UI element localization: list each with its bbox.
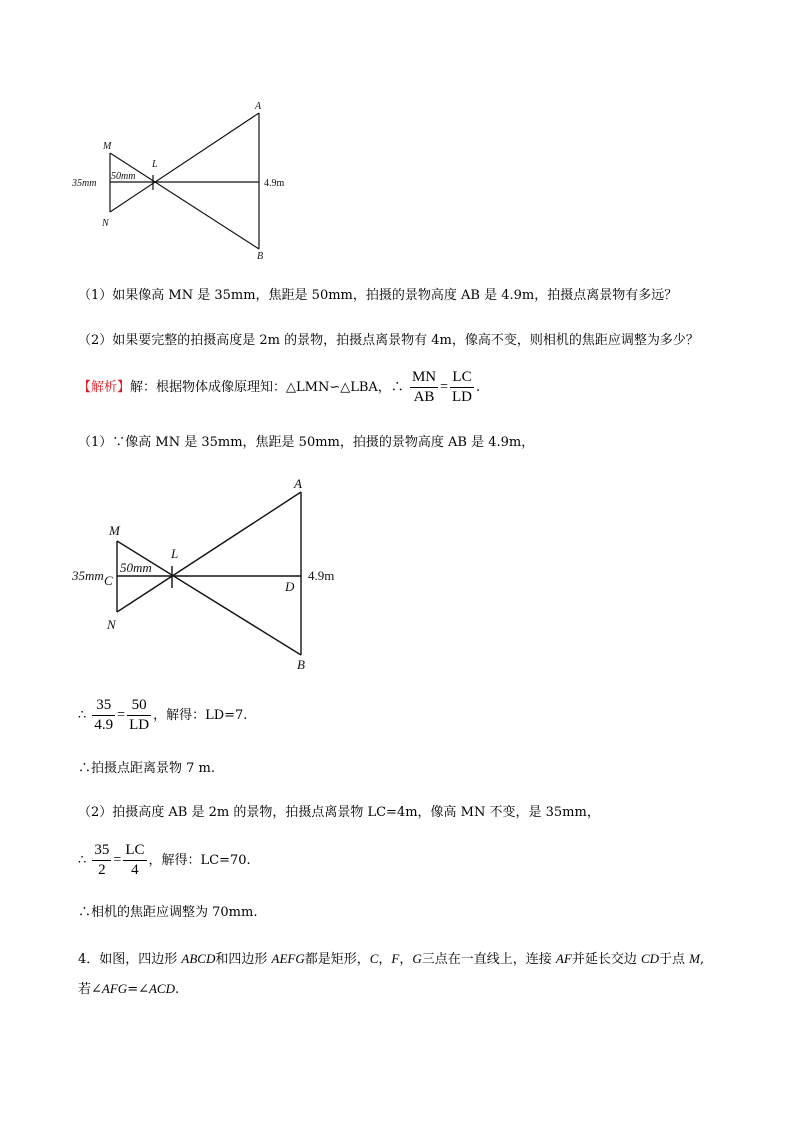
label-l: L [152,159,158,170]
question-4-line-2: 若∠AFG=∠ACD. [78,981,180,997]
solution-1-intro: （1）∵像高 MN 是 35mm，焦距是 50mm，拍摄的景物高度 AB 是 4.9m， [78,435,535,450]
segment-na [117,492,301,612]
segment-mb [117,541,301,655]
equation-2-result: ，解得：LC=70. [148,853,251,868]
label-b: B [297,657,305,672]
label-c: C [104,573,113,588]
label-m: M [103,141,112,152]
fraction-35-2: $\frac{35}{2}$ [94,842,110,878]
label-focal-length: 50mm [111,171,136,182]
question-1: （1）如果像高 MN 是 35mm，焦距是 50mm，拍摄的景物高度 AB 是 4.9m，拍摄点离景物有多远？ [78,288,678,303]
analysis-tag: 【解析】 [78,380,131,395]
fraction-lc-4: $\frac{LC}{4}$ [125,842,145,878]
equation-1: ∴ $\frac{35}{4.9}$ = $\frac{50}{LD}$ ，解得：LD=7. [78,697,248,733]
figure-2-diagram [60,472,360,677]
label-focal-length: 50mm [120,560,152,575]
equation-1-result: ，解得：LD=7. [153,708,248,723]
fraction-35-4-9: $\frac{35}{4.9}$ [94,697,114,733]
analysis-text: 解：根据物体成像原理知：△LMN∽△LBA，∴ [130,380,404,395]
analysis-line: 【解析】解：根据物体成像原理知：△LMN∽△LBA，∴ $\frac{MN}{AB}$ = $\frac{LC}{LD}$ . [78,369,481,405]
question-4-line-1: 4．如图，四边形 ABCD和四边形 AEFG都是矩形，C，F，G三点在一直线上，连接 AF并延长交边 CD于点 M, [78,951,705,967]
label-mn-length: 35mm [72,178,97,189]
label-n: N [102,218,109,229]
segment-mb [110,153,259,249]
fraction-mn-ab: $\frac{MN}{AB}$ [411,369,437,405]
label-m: M [109,523,120,538]
label-b: B [257,251,264,262]
label-n: N [107,617,116,632]
conclusion-2: ∴相机的焦距应调整为 70mm. [78,905,258,920]
therefore-sign: ∴ [78,708,87,723]
fraction-50-ld: $\frac{50}{LD}$ [129,697,150,733]
solution-2-intro: （2）拍摄高度 AB 是 2m 的景物，拍摄点离景物 LC=4m，像高 MN 不变，是 35mm， [78,805,600,820]
label-mn-length: 35mm [72,568,104,583]
label-ab-length: 4.9m [308,568,335,583]
equation-2: ∴ $\frac{35}{2}$ = $\frac{LC}{4}$ ，解得：LC=70. [78,842,251,878]
label-a: A [255,101,262,112]
conclusion-1: ∴拍摄点距离景物 7 m. [78,761,215,776]
question-2: （2）如果要完整的拍摄高度是 2m 的景物，拍摄点离景物有 4m，像高不变，则相机的焦距应调整为多少？ [78,333,699,348]
label-ab-length: 4.9m [264,178,285,189]
label-d: D [285,579,295,594]
label-a: A [294,476,302,491]
therefore-sign: ∴ [78,853,87,868]
figure-1-diagram [60,95,320,270]
fraction-lc-ld: $\frac{LC}{LD}$ [452,369,473,405]
analysis-end: . [476,380,481,395]
segment-na [110,113,259,212]
label-l: L [171,546,179,561]
